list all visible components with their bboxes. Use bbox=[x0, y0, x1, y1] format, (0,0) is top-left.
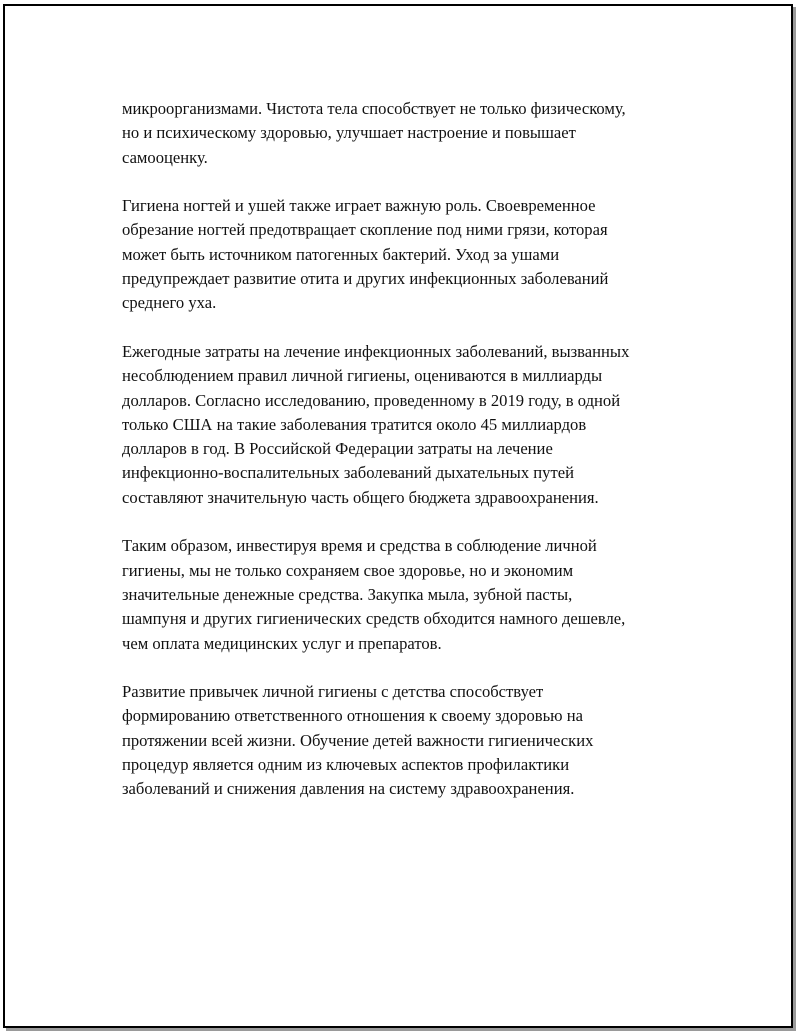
text-line: чем оплата медицинских услуг и препаратов. bbox=[122, 633, 442, 653]
text-line: Таким образом, инвестируя время и средства в соблюдение личной bbox=[122, 536, 597, 556]
paragraph bbox=[122, 194, 697, 315]
paragraph bbox=[122, 97, 697, 170]
paragraph bbox=[122, 340, 697, 510]
text-line: Гигиена ногтей и ушей также играет важную роль. Своевременное bbox=[122, 196, 596, 216]
text-line: протяжении всей жизни. Обучение детей важности гигиенических bbox=[122, 730, 594, 750]
text-line: но и психическому здоровью, улучшает настроение и повышает bbox=[122, 123, 576, 143]
text-line: долларов в год. В Российской Федерации затраты на лечение bbox=[122, 439, 553, 459]
paragraph bbox=[122, 680, 697, 801]
text-line: Ежегодные затраты на лечение инфекционных заболеваний, вызванных bbox=[122, 341, 630, 361]
text-line: среднего уха. bbox=[122, 293, 217, 313]
text-line: Развитие привычек личной гигиены с детства способствует bbox=[122, 682, 544, 702]
text-line: значительные денежные средства. Закупка мыла, зубной пасты, bbox=[122, 584, 573, 604]
text-line: долларов. Согласно исследованию, проведенному в 2019 году, в одной bbox=[122, 390, 621, 410]
text-line: составляют значительную часть общего бюджета здравоохранения. bbox=[122, 487, 599, 507]
text-line: предупреждает развитие отита и других инфекционных заболеваний bbox=[122, 269, 609, 289]
text-line: формированию ответственного отношения к своему здоровью на bbox=[122, 706, 583, 726]
text-line: микроорганизмами. Чистота тела способствует не только физическому, bbox=[122, 99, 626, 118]
text-line: самооценку. bbox=[122, 147, 208, 167]
text-line: гигиены, мы не только сохраняем свое здоровье, но и экономим bbox=[122, 560, 574, 580]
text-line: шампуня и других гигиенических средств обходится намного дешевле, bbox=[122, 609, 626, 629]
text-line: только США на такие заболевания тратится около 45 миллиардов bbox=[122, 414, 587, 434]
text-line: процедур является одним из ключевых аспектов профилактики bbox=[122, 755, 570, 775]
text-line: инфекционно-воспалительных заболеваний дыхательных путей bbox=[122, 463, 574, 483]
document-body bbox=[122, 97, 697, 826]
text-line: несоблюдением правил личной гигиены, оцениваются в миллиарды bbox=[122, 366, 603, 386]
document-page bbox=[3, 4, 793, 1028]
text-line: может быть источником патогенных бактерий. Уход за ушами bbox=[122, 244, 560, 264]
paragraph bbox=[122, 534, 697, 655]
text-line: заболеваний и снижения давления на систему здравоохранения. bbox=[122, 779, 575, 799]
text-line: обрезание ногтей предотвращает скопление под ними грязи, которая bbox=[122, 220, 608, 240]
